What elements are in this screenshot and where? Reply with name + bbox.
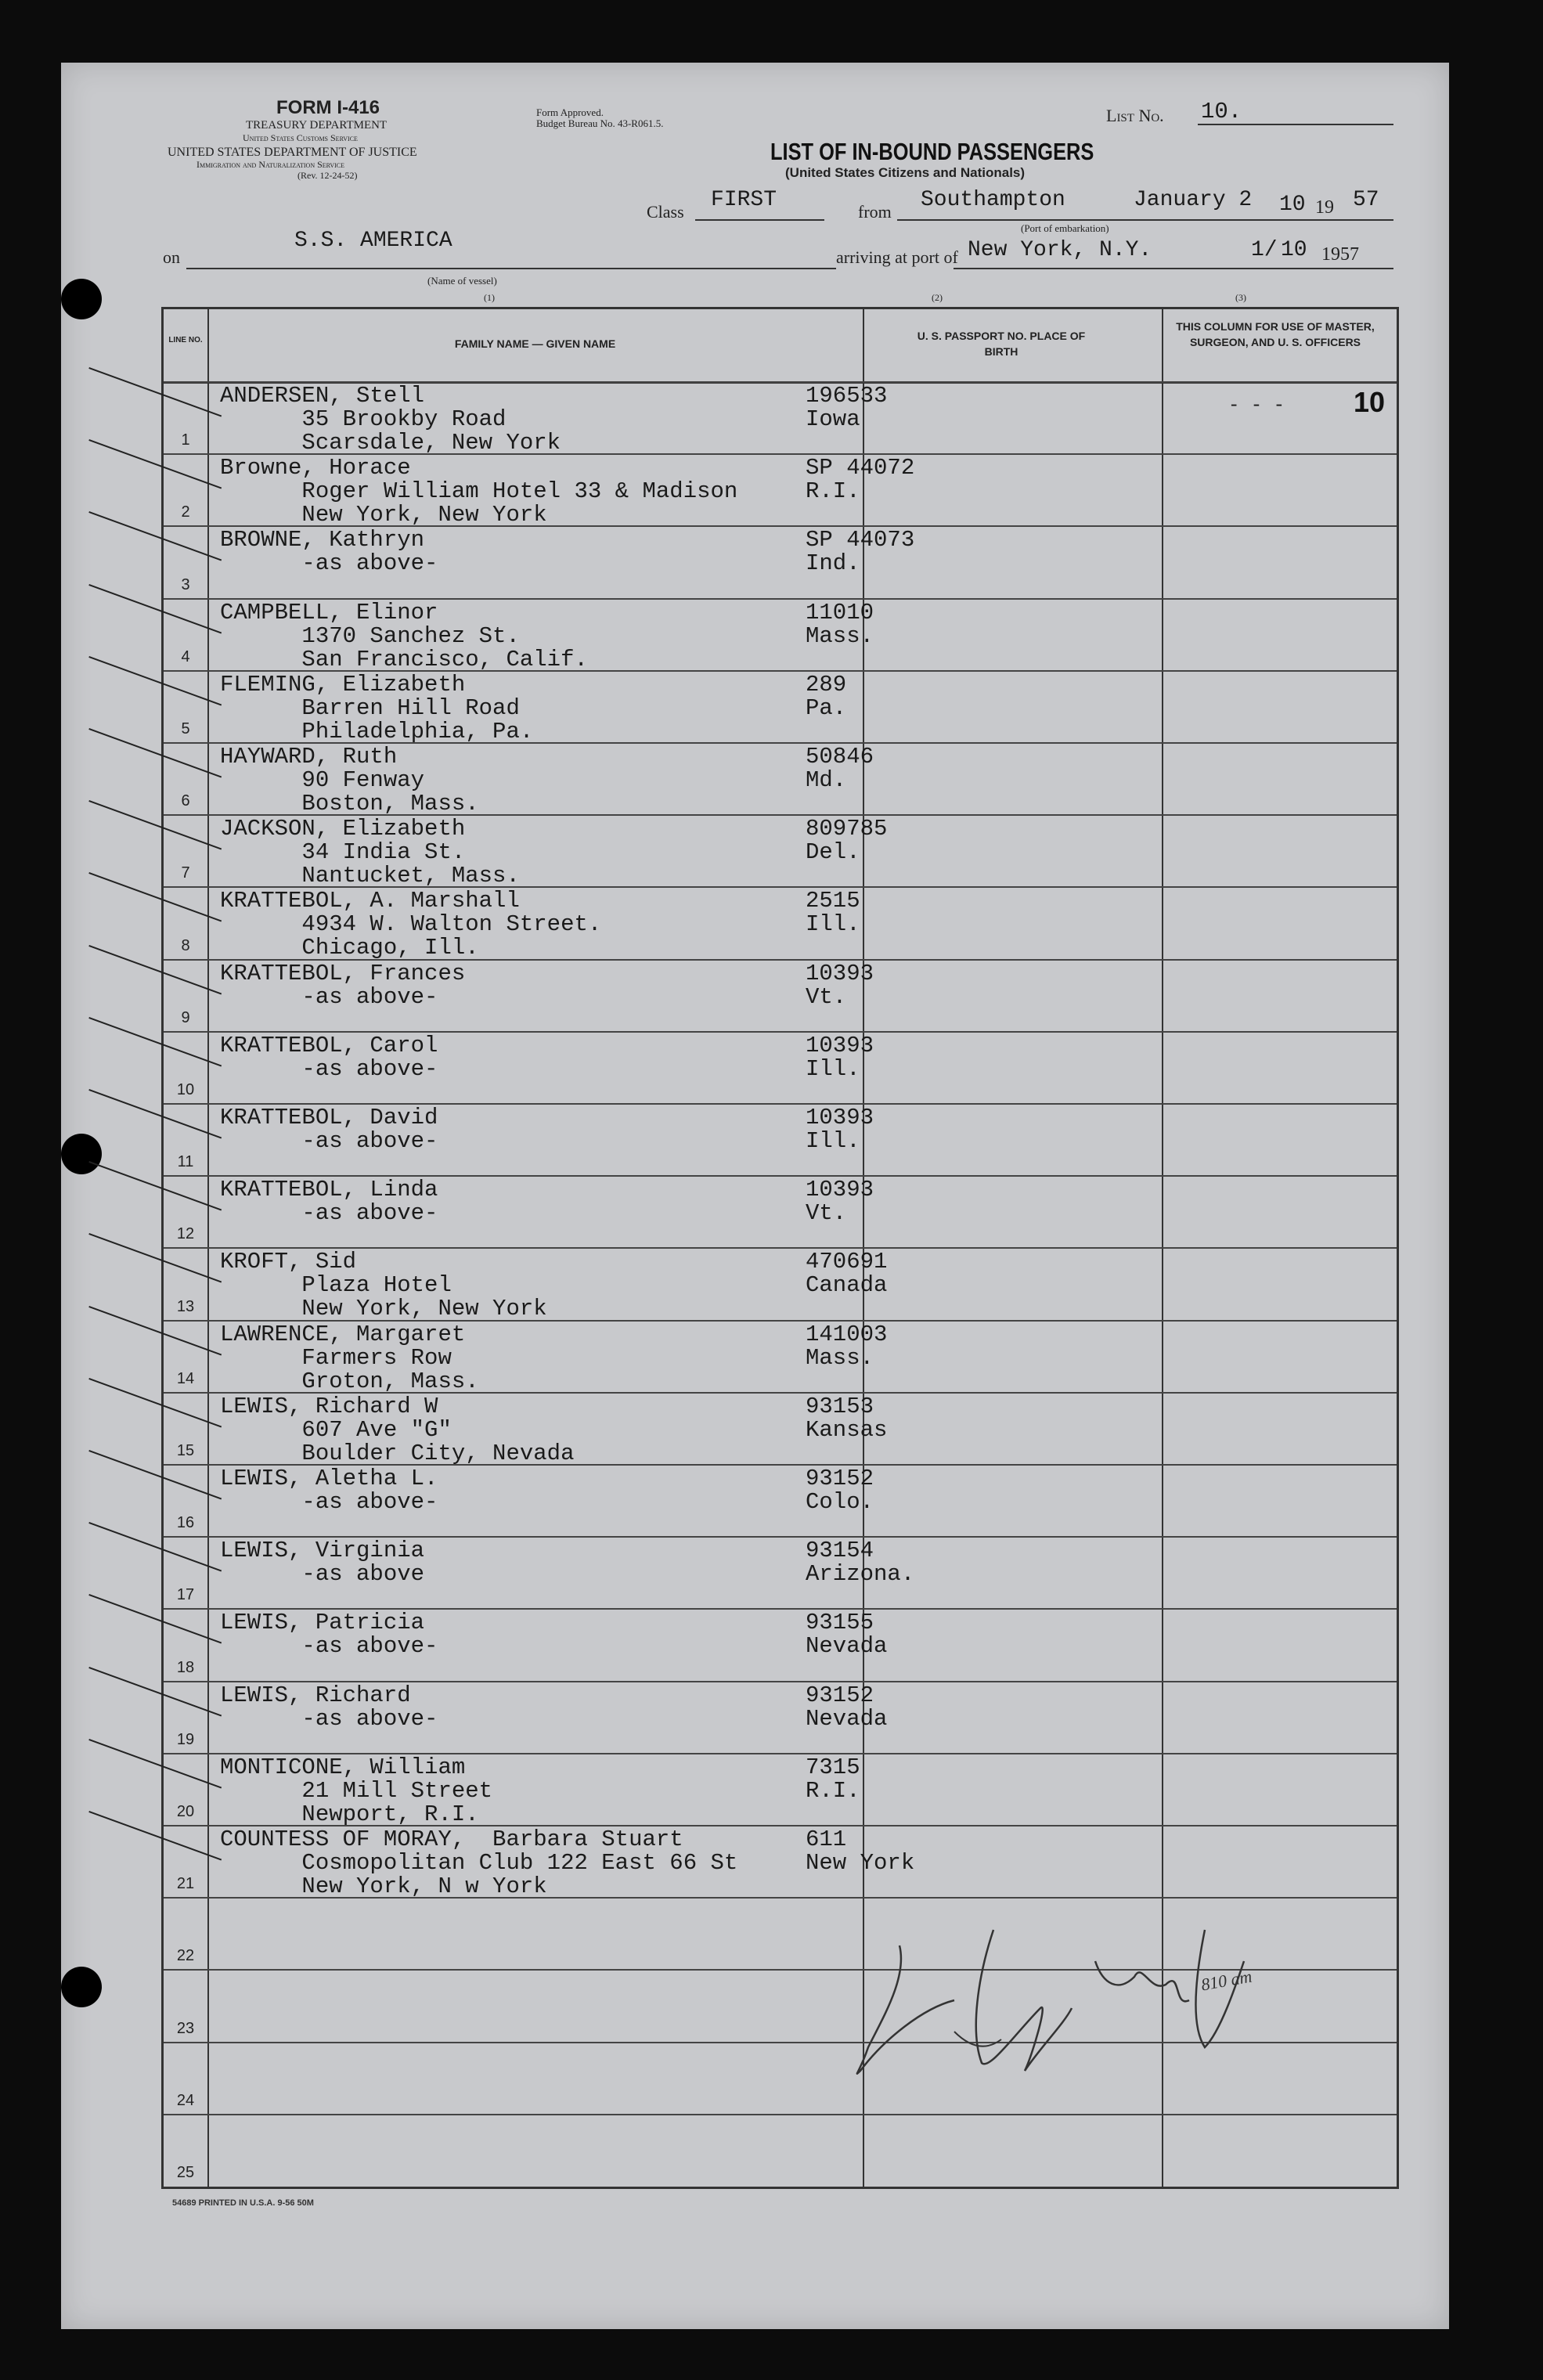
- line-number: 22: [176, 1947, 195, 1965]
- line-number: 6: [181, 792, 190, 810]
- passenger-name-address: COUNTESS OF MORAY, Barbara Stuart Cosmopolitan Club 122 East 66 St New York, N w York: [220, 1826, 738, 1899]
- passport-birthplace: 50846 Md.: [806, 744, 874, 793]
- table-row: [164, 1031, 1397, 1105]
- passenger-name-address: LEWIS, Patricia -as above-: [220, 1610, 438, 1660]
- arrival-line: [954, 268, 1393, 269]
- line-number: 15: [176, 1441, 195, 1459]
- passport-birthplace: 2515 Ill.: [806, 888, 860, 938]
- passport-birthplace: 141003 Mass.: [806, 1321, 888, 1371]
- line-number: 14: [176, 1369, 195, 1387]
- line-number: 1: [181, 431, 190, 449]
- line-number: 23: [176, 2019, 195, 2037]
- passport-birthplace: 10393 Ill.: [806, 1105, 874, 1154]
- signature-note: 810 am: [1199, 1966, 1253, 1995]
- table-row: [164, 959, 1397, 1033]
- line-number: 21: [176, 1875, 195, 1893]
- line-number: 18: [176, 1658, 195, 1676]
- passport-birthplace: 196533 Iowa: [806, 383, 888, 432]
- passenger-name-address: LEWIS, Virginia -as above: [220, 1538, 425, 1588]
- passenger-name-address: KRATTEBOL, Frances -as above-: [220, 960, 466, 1010]
- form-number: FORM I-416: [276, 97, 380, 118]
- line-number: 3: [181, 575, 190, 593]
- arrival-day: 10: [1281, 238, 1307, 262]
- header-line-no: LINE NO.: [168, 336, 203, 344]
- line-number: 7: [181, 864, 190, 882]
- line-number: 10: [176, 1080, 195, 1098]
- table-row: [164, 814, 1397, 888]
- line-number: 12: [176, 1225, 195, 1243]
- passenger-name-address: ANDERSEN, Stell 35 Brookby Road Scarsdale, New York: [220, 383, 561, 456]
- table-row: [164, 1320, 1397, 1394]
- passport-birthplace: 10393 Vt.: [806, 960, 874, 1010]
- budget-bureau: Budget Bureau No. 43-R061.5.: [536, 117, 664, 129]
- passenger-name-address: FLEMING, Elizabeth Barren Hill Road Philadelphia, Pa.: [220, 671, 534, 745]
- line-number: 9: [181, 1008, 190, 1026]
- port-caption: (Port of embarkation): [1021, 222, 1109, 234]
- from-value: Southampton: [921, 188, 1065, 212]
- revision: (Rev. 12-24-52): [297, 170, 358, 181]
- passenger-name-address: BROWNE, Kathryn -as above-: [220, 527, 438, 577]
- punch-hole: [61, 1967, 102, 2007]
- line-number: 13: [176, 1297, 195, 1315]
- on-label: on: [163, 247, 180, 267]
- line-number: 20: [176, 1802, 195, 1820]
- from-label: from: [858, 202, 892, 222]
- table-row: [164, 1103, 1397, 1177]
- officer-count: 10: [1354, 386, 1386, 418]
- port-value: New York, N.Y.: [968, 238, 1152, 262]
- line-number: 5: [181, 719, 190, 737]
- table-header: [164, 309, 1397, 384]
- passport-birthplace: SP 44072 R.I.: [806, 455, 915, 505]
- passenger-name-address: MONTICONE, William 21 Mill Street Newport, R.I.: [220, 1754, 493, 1827]
- line-number: 8: [181, 936, 190, 954]
- form-subtitle: (United States Citizens and Nationals): [785, 165, 1026, 180]
- passport-birthplace: 470691 Canada: [806, 1249, 888, 1299]
- line-number: 11: [177, 1153, 194, 1171]
- line-number: 2: [181, 503, 190, 521]
- header-name: FAMILY NAME — GIVEN NAME: [454, 337, 616, 350]
- vessel-line: [186, 268, 836, 269]
- vessel-name: S.S. AMERICA: [294, 229, 452, 253]
- list-no-label: List No.: [1106, 106, 1164, 125]
- date-from: January 2: [1134, 188, 1253, 212]
- col-num-1: (1): [484, 292, 495, 303]
- table-row: [164, 1464, 1397, 1538]
- passenger-name-address: Browne, Horace Roger William Hotel 33 & Madison New York, New York: [220, 455, 738, 528]
- line-number: 19: [176, 1730, 195, 1748]
- table-row: [164, 381, 1397, 455]
- table-row: [164, 598, 1397, 672]
- footer-print: 54689 PRINTED IN U.S.A. 9-56 50M: [172, 2198, 314, 2208]
- year-prefix: 19: [1315, 197, 1334, 218]
- dept-justice: UNITED STATES DEPARTMENT OF JUSTICE: [168, 146, 417, 159]
- passport-birthplace: 7315 R.I.: [806, 1754, 860, 1804]
- col-num-3: (3): [1235, 292, 1246, 303]
- passenger-name-address: HAYWARD, Ruth 90 Fenway Boston, Mass.: [220, 744, 479, 817]
- passport-birthplace: 289 Pa.: [806, 671, 847, 721]
- passport-birthplace: 10393 Ill.: [806, 1032, 874, 1082]
- passport-birthplace: 809785 Del.: [806, 816, 888, 866]
- dept-justice-sub: Immigration and Naturalization Service: [196, 159, 345, 170]
- line-number: 25: [176, 2163, 195, 2181]
- list-no-value: 10.: [1201, 99, 1242, 124]
- arrival-date: 1/: [1251, 238, 1278, 262]
- passenger-name-address: KRATTEBOL, David -as above-: [220, 1105, 438, 1154]
- table-row: [164, 1536, 1397, 1610]
- table-row: [164, 1608, 1397, 1682]
- arrival-year: 1957: [1321, 244, 1359, 265]
- table-row: [164, 525, 1397, 599]
- table-row: [164, 1247, 1397, 1321]
- line-number: 17: [176, 1586, 195, 1604]
- table-row: [164, 1175, 1397, 1249]
- table-row: [164, 2114, 1397, 2187]
- passenger-name-address: LEWIS, Aletha L. -as above-: [220, 1466, 438, 1515]
- table-row: [164, 1681, 1397, 1754]
- passport-birthplace: 11010 Mass.: [806, 599, 874, 649]
- passport-birthplace: 93154 Arizona.: [806, 1538, 915, 1588]
- table-row: [164, 1753, 1397, 1826]
- form-title: LIST OF IN-BOUND PASSENGERS: [770, 138, 1094, 165]
- header-officers: THIS COLUMN FOR USE OF MASTER, SURGEON, AND U. S. OFFICERS: [1176, 320, 1375, 348]
- passport-birthplace: 93152 Colo.: [806, 1466, 874, 1515]
- passenger-name-address: LAWRENCE, Margaret Farmers Row Groton, Mass.: [220, 1321, 479, 1394]
- passenger-name-address: CAMPBELL, Elinor 1370 Sanchez St. San Francisco, Calif.: [220, 599, 588, 673]
- class-value: FIRST: [711, 188, 777, 212]
- date-from-day: 10: [1279, 193, 1306, 217]
- table-row: [164, 670, 1397, 744]
- punch-hole: [61, 279, 102, 319]
- line-number: 24: [176, 2091, 195, 2109]
- passenger-name-address: KROFT, Sid Plaza Hotel New York, New York: [220, 1249, 547, 1322]
- col-num-2: (2): [932, 292, 943, 303]
- class-line: [695, 219, 824, 221]
- passport-birthplace: 93155 Nevada: [806, 1610, 888, 1660]
- table-row: [164, 453, 1397, 527]
- manifest-page: [61, 63, 1449, 2329]
- table-row: [164, 1392, 1397, 1466]
- passport-birthplace: SP 44073 Ind.: [806, 527, 915, 577]
- passenger-name-address: LEWIS, Richard W 607 Ave "G" Boulder City, Nevada: [220, 1393, 575, 1466]
- line-number: 16: [176, 1514, 195, 1532]
- passport-birthplace: 10393 Vt.: [806, 1177, 874, 1227]
- officer-dash: - - -: [1228, 395, 1285, 416]
- passenger-name-address: KRATTEBOL, A. Marshall 4934 W. Walton Street. Chicago, Ill.: [220, 888, 602, 961]
- passenger-name-address: LEWIS, Richard -as above-: [220, 1682, 438, 1732]
- list-no-line: [1198, 124, 1393, 125]
- dept-treasury: TREASURY DEPARTMENT: [246, 119, 388, 132]
- table-row: [164, 886, 1397, 960]
- passenger-name-address: KRATTEBOL, Linda -as above-: [220, 1177, 438, 1227]
- table-row: [164, 1825, 1397, 1899]
- class-label: Class: [647, 202, 684, 222]
- form-approved: Form Approved.: [536, 106, 604, 118]
- passport-birthplace: 93152 Nevada: [806, 1682, 888, 1732]
- punch-hole: [61, 1134, 102, 1174]
- signature: [837, 1914, 1338, 2102]
- line-number: 4: [181, 647, 190, 665]
- passport-birthplace: 611 New York: [806, 1826, 915, 1876]
- table-row: [164, 742, 1397, 816]
- passenger-name-address: JACKSON, Elizabeth 34 India St. Nantucket, Mass.: [220, 816, 520, 889]
- passport-birthplace: 93153 Kansas: [806, 1393, 888, 1443]
- vessel-caption: (Name of vessel): [427, 275, 497, 287]
- passenger-table: [161, 307, 1399, 2189]
- arriving-label: arriving at port of: [836, 247, 958, 267]
- passenger-name-address: KRATTEBOL, Carol -as above-: [220, 1032, 438, 1082]
- year-value: 57: [1353, 188, 1379, 212]
- header-passport: U. S. PASSPORT NO. PLACE OF BIRTH: [917, 330, 1086, 358]
- dept-treasury-sub: United States Customs Service: [243, 132, 358, 143]
- from-line: [897, 219, 1393, 221]
